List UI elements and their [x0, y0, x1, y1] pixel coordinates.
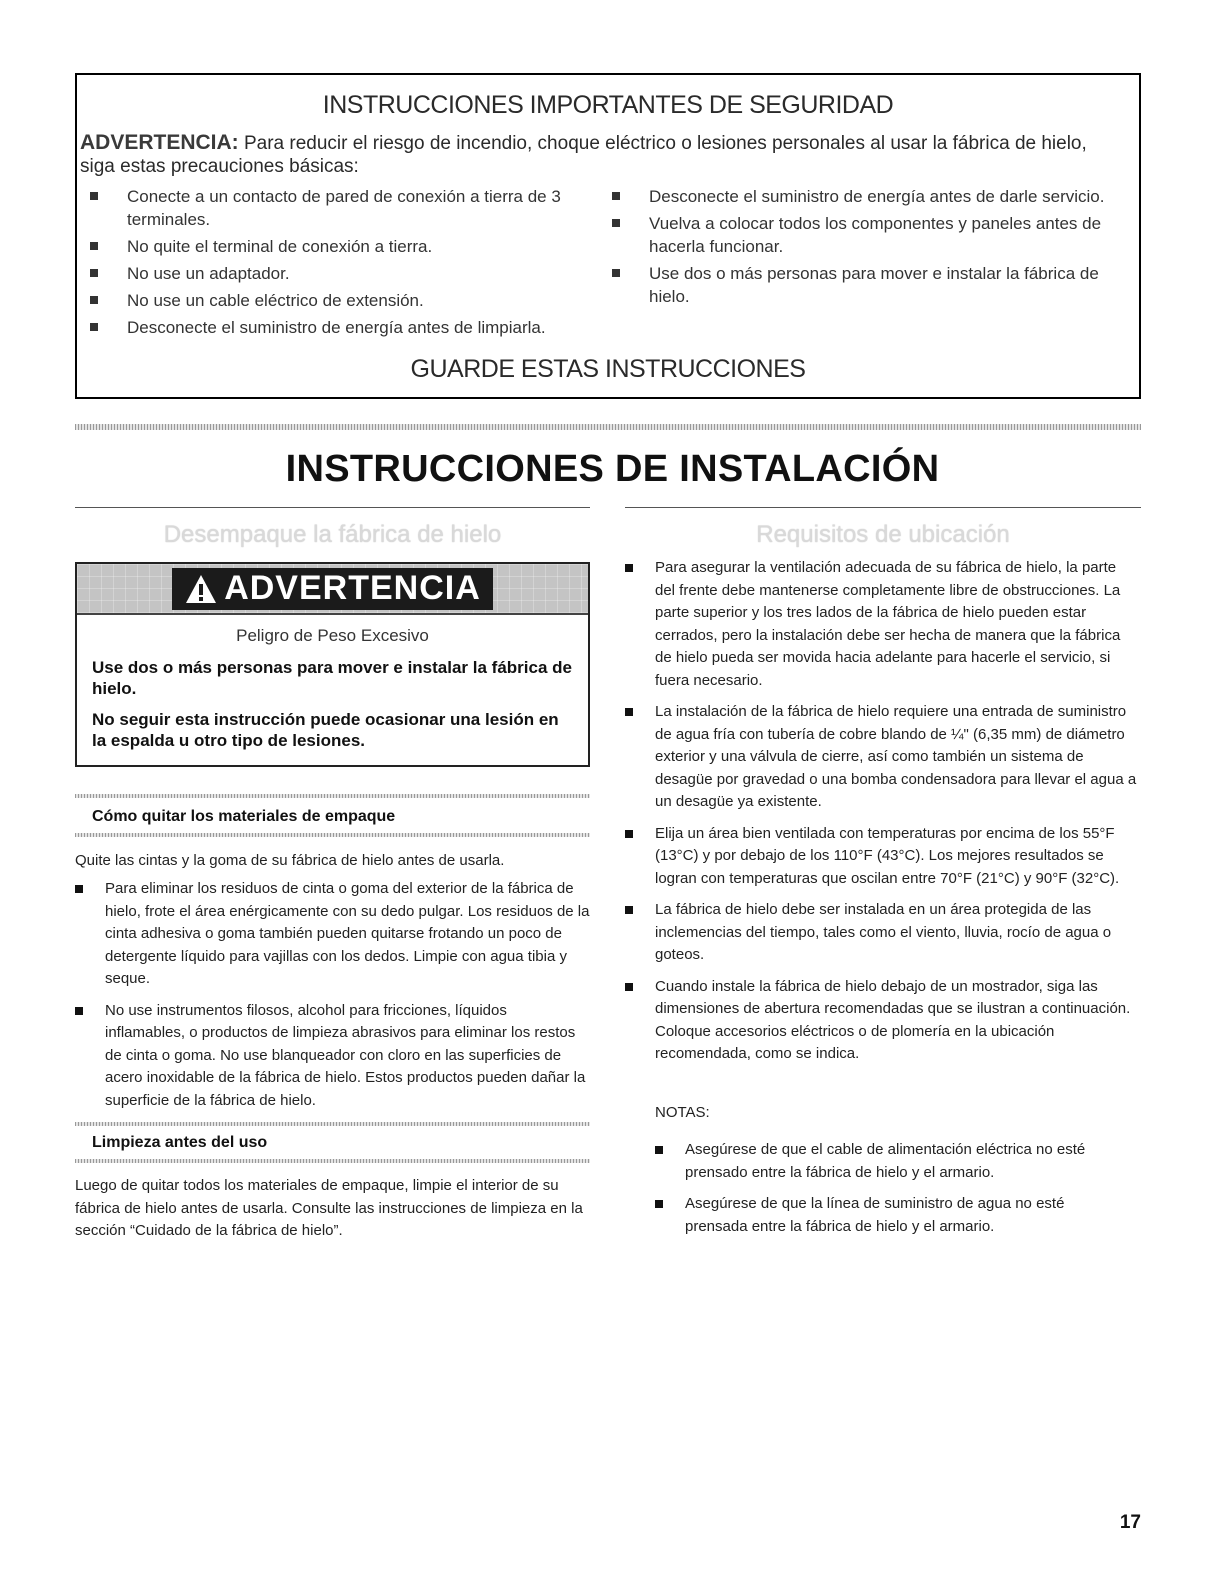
list-item: Cuando instale la fábrica de hielo debajo de un mostrador, siga las dimensiones de abertura recomendadas que se ilustran a continuación. Coloque accesorios eléctricos o de plomería en la ubicación recomendada, como se indica.: [625, 976, 1140, 1066]
warning-banner-text: ADVERTENCIA: [224, 569, 481, 607]
safety-intro: [80, 131, 1120, 178]
cleaning-text: Luego de quitar todos los materiales de empaque, limpie el interior de su fábrica de hielo antes de usarla. Consulte las instrucciones de limpieza en la sección “Cuidado de la fábrica de hielo”.: [75, 1177, 583, 1239]
page-number: 17: [1119, 1512, 1141, 1533]
notes-label: NOTAS:: [655, 1104, 710, 1121]
list-item: No use un adaptador.: [90, 262, 590, 285]
list-item: No quite el terminal de conexión a tierra.: [90, 235, 590, 258]
square-bullet-icon: [90, 323, 98, 331]
square-bullet-icon: [75, 1007, 83, 1015]
page-title: INSTRUCCIONES DE INSTALACIÓN: [285, 448, 940, 490]
square-bullet-icon: [625, 830, 633, 838]
square-bullet-icon: [75, 885, 83, 893]
location-heading: Requisitos de ubicación: [756, 521, 1010, 548]
square-bullet-icon: [625, 983, 633, 991]
packing-intro: Quite las cintas y la goma de su fábrica de hielo antes de usarla.: [75, 852, 505, 869]
safety-list-right: [612, 185, 1132, 312]
square-bullet-icon: [655, 1200, 663, 1208]
notes-list: [655, 1139, 1125, 1247]
list-item: Desconecte el suministro de energía antes de limpiarla.: [90, 316, 590, 339]
square-bullet-icon: [655, 1146, 663, 1154]
square-bullet-icon: [612, 219, 620, 227]
list-item: Conecte a un contacto de pared de conexión a tierra de 3 terminales.: [90, 185, 590, 231]
square-bullet-icon: [625, 906, 633, 914]
cleaning-heading: Limpieza antes del uso: [92, 1134, 268, 1151]
safety-title: INSTRUCCIONES IMPORTANTES DE SEGURIDAD: [322, 91, 894, 119]
weight-warning-box: [75, 562, 590, 767]
safety-warning-word: ADVERTENCIA:: [80, 131, 239, 154]
warning-subtitle: Peligro de Peso Excesivo: [236, 626, 429, 645]
square-bullet-icon: [90, 269, 98, 277]
unpack-heading: Desempaque la fábrica de hielo: [163, 521, 502, 548]
square-bullet-icon: [612, 192, 620, 200]
square-bullet-icon: [612, 269, 620, 277]
square-bullet-icon: [625, 564, 633, 572]
safety-list-left: [90, 185, 590, 343]
warning-triangle-icon: [184, 573, 218, 605]
location-requirements-list: [625, 557, 1140, 1075]
square-bullet-icon: [625, 708, 633, 716]
list-item: Elija un área bien ventilada con temperaturas por encima de los 55°F (13°C) y por debajo de los 110°F (43°C). Los mejores resultados se logran con temperaturas que oscilan entre 70°F (21°C) y 90°F (32°C).: [625, 823, 1140, 891]
list-item: No use instrumentos filosos, alcohol para fricciones, líquidos inflamables, o productos de limpieza abrasivos para eliminar los restos de cinta o goma. No use blanqueador con cloro en las superficies de acero inoxidable de la fábrica de hielo. Estos productos pueden dañar la superficie de la fábrica de hielo.: [75, 1000, 590, 1113]
warning-text-primary: Use dos o más personas para mover e instalar la fábrica de hielo.: [92, 658, 572, 698]
hatched-divider: [75, 833, 590, 837]
square-bullet-icon: [90, 242, 98, 250]
hatched-divider: [75, 1159, 590, 1163]
packing-list: [75, 878, 590, 1121]
list-item: Asegúrese de que la línea de suministro de agua no esté prensada entre la fábrica de hielo y el armario.: [655, 1193, 1125, 1238]
list-item: Vuelva a colocar todos los componentes y paneles antes de hacerla funcionar.: [612, 212, 1132, 258]
packing-heading: Cómo quitar los materiales de empaque: [92, 808, 396, 825]
list-item: Desconecte el suministro de energía antes de darle servicio.: [612, 185, 1132, 208]
warning-banner: [77, 564, 588, 615]
safety-instructions-box: [75, 73, 1141, 399]
square-bullet-icon: [90, 192, 98, 200]
right-column-rule: [625, 507, 1141, 508]
list-item: Para asegurar la ventilación adecuada de su fábrica de hielo, la parte del frente debe mantenerse completamente libre de obstrucciones. La parte superior y los tres lados de la fábrica de hielo pueden estar cerrados, pero la instalación debe ser hecha de manera que la fábrica de hielo pueda ser movida hacia adelante para hacerle el servicio, si fuera necesario.: [625, 557, 1140, 692]
list-item: La fábrica de hielo debe ser instalada en un área protegida de las inclemencias del tiempo, tales como el viento, lluvia, rocío de agua o goteos.: [625, 899, 1140, 967]
warning-text-secondary: No seguir esta instrucción puede ocasionar una lesión en la espalda u otro tipo de lesiones.: [92, 710, 559, 750]
list-item: Para eliminar los residuos de cinta o goma del exterior de la fábrica de hielo, frote el área enérgicamente con su dedo pulgar. Los residuos de la cinta adhesiva o goma también pueden quitarse frotando un poco de detergente líquido para vajillas con los dedos. Limpie con agua tibia y seque.: [75, 878, 590, 991]
list-item: La instalación de la fábrica de hielo requiere una entrada de suministro de agua fría con tubería de cobre blando de ¼" (6,35 mm) de diámetro exterior y una válvula de cierre, así como también un sistema de desagüe por gravedad o una bomba condensadora para llevar el agua a un desagüe ya existente.: [625, 701, 1140, 814]
list-item: Asegúrese de que el cable de alimentación eléctrica no esté prensado entre la fábrica de hielo y el armario.: [655, 1139, 1125, 1184]
save-instructions-title: GUARDE ESTAS INSTRUCCIONES: [410, 355, 806, 383]
list-item: No use un cable eléctrico de extensión.: [90, 289, 590, 312]
warning-banner-label: [172, 568, 493, 610]
hatched-divider: [75, 424, 1141, 430]
left-column-rule: [75, 507, 590, 508]
list-item: Use dos o más personas para mover e instalar la fábrica de hielo.: [612, 262, 1132, 308]
safety-intro-text: Para reducir el riesgo de incendio, choque eléctrico o lesiones personales al usar la fábrica de hielo, siga estas precauciones básicas:: [80, 133, 1087, 177]
square-bullet-icon: [90, 296, 98, 304]
hatched-divider: [75, 1122, 590, 1126]
hatched-divider: [75, 794, 590, 798]
